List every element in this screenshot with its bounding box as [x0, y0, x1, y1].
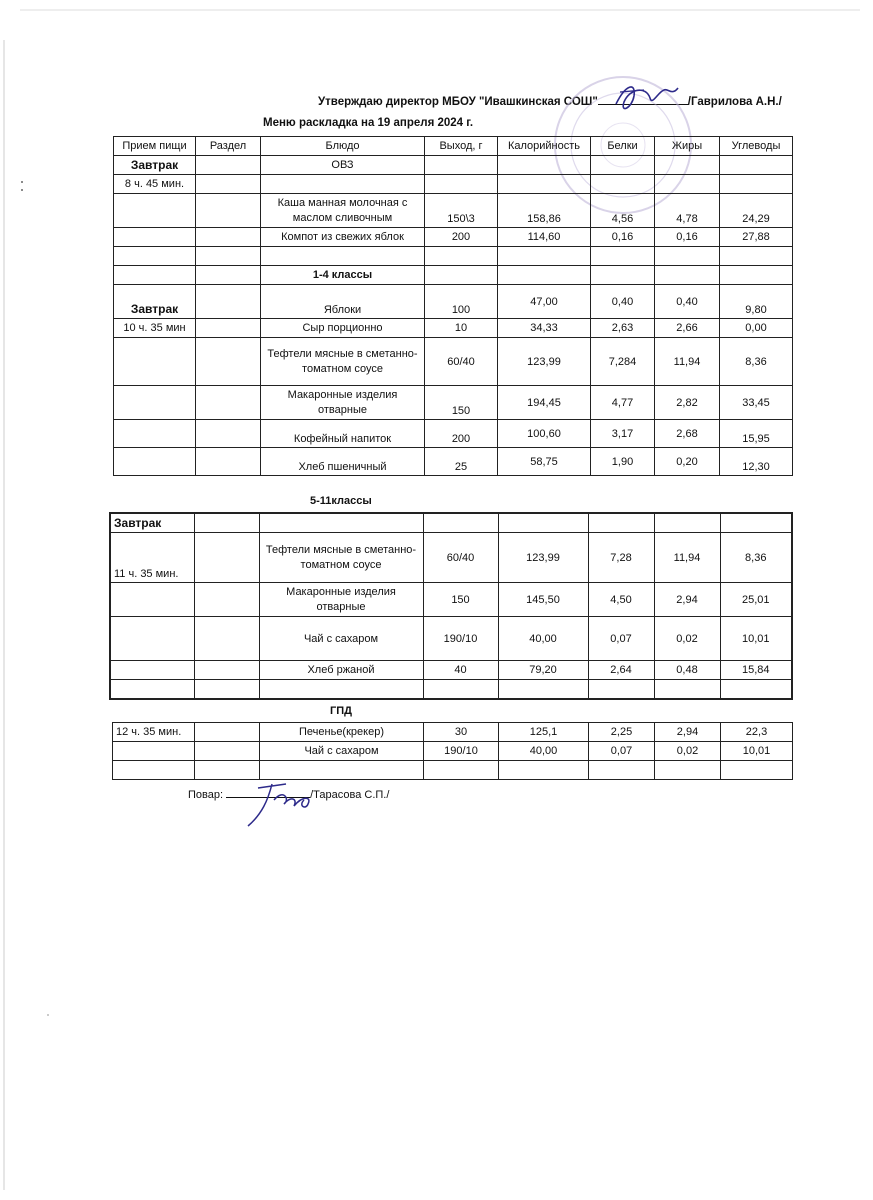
table-row	[114, 156, 793, 175]
table-row: Компот из свежих яблок 200 114,60 0,16 0,16 27,88	[114, 228, 793, 247]
table-row: Кофейный напиток 200 100,60 3,17 2,68 15,95	[114, 420, 793, 448]
table-row	[110, 513, 792, 533]
table-row: Завтрак Яблоки 100 47,00 0,40 0,40 9,80	[114, 285, 793, 319]
approval-name: /Гаврилова А.Н./	[687, 96, 782, 108]
table-row	[110, 680, 792, 700]
section-label-row	[114, 266, 793, 285]
col-header: Прием пищи	[114, 137, 196, 156]
time-cell: 12 ч. 35 мин.	[113, 723, 195, 742]
col-header: Калорийность	[498, 137, 591, 156]
table-header-row	[114, 137, 793, 156]
dish-cell: Макаронные изделия отварные	[261, 386, 425, 420]
table-row: 10 ч. 35 мин Сыр порционно 10 34,33 2,63 2,66 0,00	[114, 319, 793, 338]
section-label-gpd: ГПД	[330, 705, 352, 717]
meal-cell: Завтрак	[114, 156, 196, 175]
dish-cell: Чай с сахаром	[260, 742, 424, 761]
section-label-1-4: 1-4 классы	[261, 266, 425, 285]
dish-cell: Хлеб пшеничный	[261, 448, 425, 476]
dish-cell: Яблоки	[261, 285, 425, 319]
time-cell: 8 ч. 45 мин.	[114, 175, 196, 194]
cook-name: /Тарасова С.П./	[310, 789, 390, 801]
dish-cell: Каша манная молочная с маслом сливочным	[261, 194, 425, 228]
col-header: Раздел	[196, 137, 261, 156]
table-row: 11 ч. 35 мин. Тефтели мясные в сметанно-томатном соусе 60/40 123,99 7,28 11,94 8,36	[110, 533, 792, 583]
table-row	[113, 761, 793, 780]
approval-prefix: Утверждаю директор МБОУ "Ивашкинская СОШ"	[318, 96, 598, 108]
col-header: Белки	[591, 137, 655, 156]
time-cell: 11 ч. 35 мин.	[110, 533, 194, 583]
director-signature-icon	[606, 78, 686, 118]
dish-cell: Тефтели мясные в сметанно-томатном соусе	[259, 533, 423, 583]
meal-cell: Завтрак	[110, 513, 194, 533]
table-row: Каша манная молочная с маслом сливочным 150\3 158,86 4,56 4,78 24,29	[114, 194, 793, 228]
table-row	[114, 175, 793, 194]
table-row: Чай с сахаром 190/10 40,00 0,07 0,02 10,01	[110, 617, 792, 661]
col-header: Выход, г	[425, 137, 498, 156]
dish-cell: Хлеб ржаной	[259, 661, 423, 680]
menu-table-gpd	[112, 722, 793, 780]
table-row: Чай с сахаром 190/10 40,00 0,07 0,02 10,01	[113, 742, 793, 761]
dish-cell: Сыр порционно	[261, 319, 425, 338]
cook-label: Повар:	[188, 789, 224, 801]
section-label-5-11: 5-11классы	[310, 495, 372, 507]
meal-cell: Завтрак	[114, 285, 196, 319]
cook-signature-icon	[228, 770, 328, 830]
dish-cell: Тефтели мясные в сметанно-томатном соусе	[261, 338, 425, 386]
dish-cell: Макаронные изделия отварные	[259, 583, 423, 617]
dish-cell: Кофейный напиток	[261, 420, 425, 448]
col-header: Блюдо	[261, 137, 425, 156]
table-row: Тефтели мясные в сметанно-томатном соусе 60/40 123,99 7,284 11,94 8,36	[114, 338, 793, 386]
menu-table-main	[113, 136, 793, 476]
dish-cell: Чай с сахаром	[259, 617, 423, 661]
menu-title: Меню раскладка на 19 апреля 2024 г.	[263, 117, 474, 129]
table-row: Хлеб пшеничный 25 58,75 1,90 0,20 12,30	[114, 448, 793, 476]
group-cell: ОВЗ	[261, 156, 425, 175]
table-row	[114, 247, 793, 266]
dish-cell: Компот из свежих яблок	[261, 228, 425, 247]
time-cell: 10 ч. 35 мин	[114, 319, 196, 338]
table-row: Макаронные изделия отварные 150 145,50 4,50 2,94 25,01	[110, 583, 792, 617]
dish-cell: Печенье(крекер)	[260, 723, 424, 742]
col-header: Жиры	[655, 137, 720, 156]
col-header: Углеводы	[720, 137, 793, 156]
table-row: Макаронные изделия отварные 150 194,45 4,77 2,82 33,45	[114, 386, 793, 420]
menu-table-5-11	[109, 512, 793, 700]
table-row: 12 ч. 35 мин. Печенье(крекер) 30 125,1 2,25 2,94 22,3	[113, 723, 793, 742]
table-row: Хлеб ржаной 40 79,20 2,64 0,48 15,84	[110, 661, 792, 680]
